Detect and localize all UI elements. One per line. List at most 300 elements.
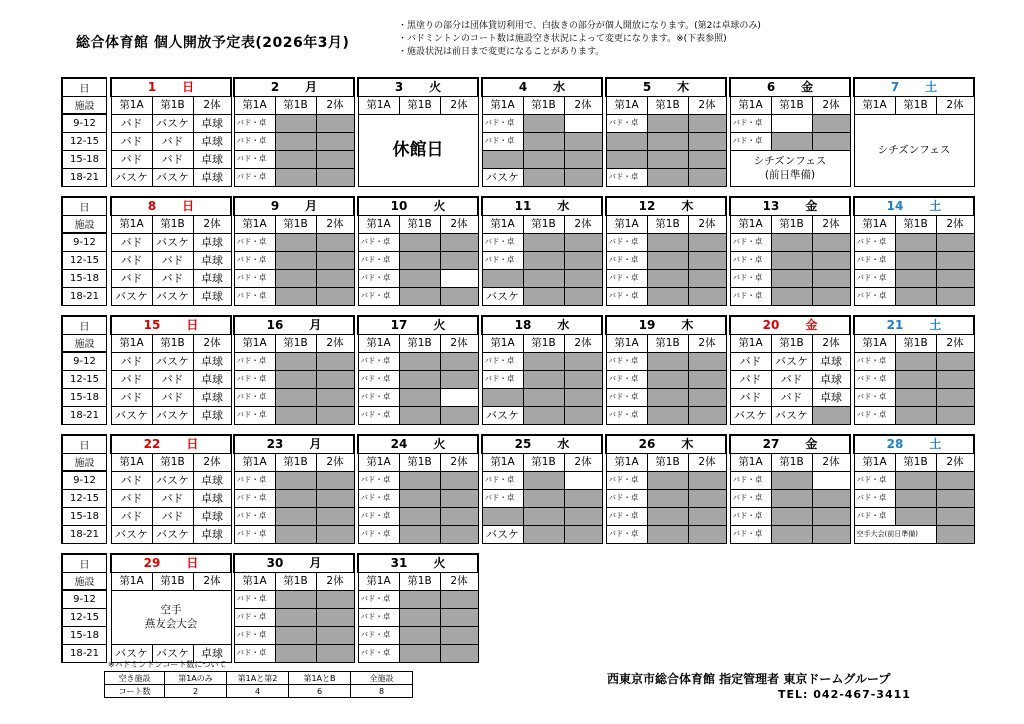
booked-slot bbox=[275, 269, 316, 287]
slot-cell: バド・卓 bbox=[606, 406, 647, 424]
time-slot-label: 18-21 bbox=[62, 287, 107, 305]
slot-cell: バド bbox=[111, 352, 152, 370]
booked-slot bbox=[936, 489, 974, 507]
day-header bbox=[358, 554, 478, 572]
booked-slot bbox=[895, 388, 936, 406]
booked-slot bbox=[316, 525, 354, 543]
booked-slot bbox=[523, 507, 564, 525]
booked-slot bbox=[647, 251, 688, 269]
day-header bbox=[606, 316, 726, 334]
booked-slot bbox=[275, 168, 316, 186]
facility-header: 第1B bbox=[895, 453, 936, 471]
slot-cell: バド・卓 bbox=[606, 352, 647, 370]
slot-cell: バスケ bbox=[152, 644, 193, 662]
booked-slot bbox=[771, 507, 812, 525]
slot-cell: 卓球 bbox=[193, 269, 231, 287]
merged-event: シチズンフェス bbox=[854, 114, 974, 186]
facility-header: 第1B bbox=[895, 215, 936, 233]
slot-cell: バド・卓 bbox=[358, 406, 399, 424]
day-number: 10 bbox=[390, 199, 408, 214]
day-number: 17 bbox=[390, 318, 408, 333]
booked-slot bbox=[399, 233, 440, 251]
facility-header: 第1A bbox=[358, 215, 399, 233]
time-slot-label: 18-21 bbox=[62, 168, 107, 186]
facility-header: 2体 bbox=[193, 334, 231, 352]
weekday: 水 bbox=[557, 437, 570, 452]
slot-cell: バド・卓 bbox=[730, 507, 771, 525]
weekday: 土 bbox=[925, 80, 938, 95]
weekday: 木 bbox=[681, 199, 694, 214]
day-number: 3 bbox=[394, 80, 404, 95]
slot-cell: バド bbox=[730, 388, 771, 406]
day-number: 12 bbox=[638, 199, 656, 214]
day-header bbox=[854, 316, 974, 334]
slot-cell: バスケ bbox=[482, 287, 523, 305]
day-number: 7 bbox=[890, 80, 900, 95]
slot-cell: 卓球 bbox=[193, 287, 231, 305]
slot-cell: バド bbox=[152, 370, 193, 388]
booked-slot bbox=[564, 489, 602, 507]
day-number: 19 bbox=[638, 318, 656, 333]
time-slot-label: 15-18 bbox=[62, 150, 107, 168]
day-number: 28 bbox=[886, 437, 904, 452]
slot-cell: 卓球 bbox=[193, 168, 231, 186]
booked-slot bbox=[440, 507, 478, 525]
slot-cell: バド・卓 bbox=[234, 251, 275, 269]
day-number: 13 bbox=[762, 199, 780, 214]
booked-slot bbox=[647, 352, 688, 370]
facility-header: 第1A bbox=[482, 453, 523, 471]
facility-header: 第1A bbox=[854, 453, 895, 471]
slot-cell: バド bbox=[152, 251, 193, 269]
booked-slot bbox=[440, 525, 478, 543]
booked-slot bbox=[316, 251, 354, 269]
day-table-3 bbox=[357, 77, 479, 187]
facility-header: 第1B bbox=[399, 96, 440, 114]
facility-header: 第1A bbox=[358, 334, 399, 352]
booked-slot bbox=[316, 150, 354, 168]
booked-slot bbox=[275, 590, 316, 608]
slot-cell: バド・卓 bbox=[606, 388, 647, 406]
booked-slot bbox=[812, 233, 850, 251]
booked-slot bbox=[564, 251, 602, 269]
slot-cell: バド・卓 bbox=[606, 525, 647, 543]
day-number: 4 bbox=[518, 80, 528, 95]
slot-cell: バスケ bbox=[152, 287, 193, 305]
slot-cell: バスケ bbox=[152, 114, 193, 132]
booked-slot bbox=[564, 168, 602, 186]
facility-header: 第1A bbox=[730, 453, 771, 471]
facility-header: 第1A bbox=[234, 215, 275, 233]
booked-slot bbox=[688, 388, 726, 406]
slot-cell: バスケ bbox=[771, 352, 812, 370]
booked-slot bbox=[523, 233, 564, 251]
slot-cell: バド・卓 bbox=[358, 352, 399, 370]
booked-slot bbox=[275, 608, 316, 626]
facility-header: 第1A bbox=[606, 334, 647, 352]
facility-label: 施設 bbox=[62, 572, 107, 590]
booked-slot bbox=[895, 269, 936, 287]
day-number: 23 bbox=[266, 437, 284, 452]
time-slot-label: 9-12 bbox=[62, 471, 107, 489]
facility-header: 第1B bbox=[152, 96, 193, 114]
booked-slot bbox=[523, 287, 564, 305]
slot-cell: バド bbox=[152, 150, 193, 168]
facility-header: 第1A bbox=[606, 215, 647, 233]
day-table-21 bbox=[853, 315, 975, 425]
booked-slot bbox=[647, 370, 688, 388]
legend-value: 4 bbox=[227, 685, 289, 698]
booked-slot bbox=[564, 406, 602, 424]
slot-cell: バド・卓 bbox=[358, 287, 399, 305]
open-slot bbox=[440, 388, 478, 406]
day-number: 26 bbox=[638, 437, 656, 452]
facility-label: 施設 bbox=[62, 215, 107, 233]
weekday: 日 bbox=[186, 437, 199, 452]
booked-slot bbox=[936, 507, 974, 525]
time-slot-label: 15-18 bbox=[62, 388, 107, 406]
open-slot bbox=[564, 471, 602, 489]
day-table-6 bbox=[729, 77, 851, 187]
facility-header: 第1B bbox=[399, 572, 440, 590]
slot-cell: バド・卓 bbox=[482, 489, 523, 507]
facility-header: 第1B bbox=[895, 334, 936, 352]
booked-slot bbox=[316, 489, 354, 507]
booked-slot bbox=[647, 471, 688, 489]
weekday: 日 bbox=[182, 199, 195, 214]
facility-header: 第1A bbox=[234, 96, 275, 114]
booked-slot bbox=[275, 352, 316, 370]
day-number: 20 bbox=[762, 318, 780, 333]
slot-cell: バド bbox=[771, 370, 812, 388]
day-table-7 bbox=[853, 77, 975, 187]
time-slot-label: 15-18 bbox=[62, 507, 107, 525]
weekday: 金 bbox=[805, 437, 818, 452]
facility-header: 2体 bbox=[440, 572, 478, 590]
facility-header: 第1B bbox=[771, 453, 812, 471]
day-label: 日 bbox=[62, 316, 107, 334]
time-label-table bbox=[61, 434, 107, 544]
facility-header: 第1B bbox=[771, 96, 812, 114]
facility-header: 2体 bbox=[688, 215, 726, 233]
booked-slot bbox=[564, 352, 602, 370]
slot-cell: バスケ bbox=[111, 525, 152, 543]
weekday: 日 bbox=[186, 556, 199, 571]
booked-slot bbox=[399, 471, 440, 489]
slot-cell: バド・卓 bbox=[854, 233, 895, 251]
day-header bbox=[234, 197, 354, 215]
slot-cell: バド・卓 bbox=[358, 644, 399, 662]
slot-cell: バスケ bbox=[152, 168, 193, 186]
booked-slot bbox=[316, 590, 354, 608]
facility-header: 第1B bbox=[647, 215, 688, 233]
day-table-31 bbox=[357, 553, 479, 663]
facility-header: 第1B bbox=[399, 453, 440, 471]
court-count-legend bbox=[104, 671, 413, 698]
booked-slot bbox=[688, 406, 726, 424]
slot-cell: 卓球 bbox=[193, 352, 231, 370]
day-number: 31 bbox=[390, 556, 408, 571]
booked-slot bbox=[936, 370, 974, 388]
weekday: 土 bbox=[929, 318, 942, 333]
slot-cell: バド bbox=[111, 132, 152, 150]
booked-slot bbox=[523, 406, 564, 424]
day-number: 1 bbox=[147, 80, 157, 95]
slot-cell: 卓球 bbox=[193, 251, 231, 269]
booked-slot bbox=[771, 525, 812, 543]
slot-cell: バド・卓 bbox=[234, 626, 275, 644]
booked-slot bbox=[564, 269, 602, 287]
slot-cell: 卓球 bbox=[193, 471, 231, 489]
slot-cell: バド・卓 bbox=[606, 471, 647, 489]
booked-slot bbox=[275, 388, 316, 406]
facility-header: 2体 bbox=[316, 96, 354, 114]
weekday: 水 bbox=[557, 318, 570, 333]
weekday: 月 bbox=[309, 318, 322, 333]
day-header bbox=[482, 435, 602, 453]
facility-header: 第1A bbox=[234, 334, 275, 352]
day-table-24 bbox=[357, 434, 479, 544]
legend-header: 第1Aのみ bbox=[165, 672, 227, 685]
booked-slot bbox=[812, 489, 850, 507]
booked-slot bbox=[647, 406, 688, 424]
day-header bbox=[730, 197, 850, 215]
slot-cell: バド・卓 bbox=[730, 471, 771, 489]
slot-cell: バド・卓 bbox=[606, 370, 647, 388]
facility-label: 施設 bbox=[62, 334, 107, 352]
day-header bbox=[358, 197, 478, 215]
booked-slot bbox=[482, 150, 523, 168]
day-header bbox=[234, 435, 354, 453]
facility-header: 2体 bbox=[440, 453, 478, 471]
slot-cell: バスケ bbox=[152, 471, 193, 489]
booked-slot bbox=[523, 168, 564, 186]
day-header bbox=[111, 554, 231, 572]
slot-cell: バド・卓 bbox=[854, 406, 895, 424]
time-label-table bbox=[61, 315, 107, 425]
facility-header: 2体 bbox=[812, 453, 850, 471]
booked-slot bbox=[399, 269, 440, 287]
slot-cell: バド・卓 bbox=[606, 287, 647, 305]
merged-event: シチズンフェス (前日準備) bbox=[730, 150, 850, 186]
open-slot bbox=[440, 269, 478, 287]
booked-slot bbox=[523, 471, 564, 489]
slot-cell: 卓球 bbox=[812, 370, 850, 388]
booked-slot bbox=[812, 132, 850, 150]
day-header bbox=[730, 316, 850, 334]
booked-slot bbox=[275, 525, 316, 543]
booked-slot bbox=[564, 132, 602, 150]
time-slot-label: 18-21 bbox=[62, 525, 107, 543]
booked-slot bbox=[688, 352, 726, 370]
day-header bbox=[358, 435, 478, 453]
merged-event: 休館日 bbox=[358, 114, 478, 186]
slot-cell: バド・卓 bbox=[234, 150, 275, 168]
day-table-14 bbox=[853, 196, 975, 306]
facility-header: 2体 bbox=[812, 334, 850, 352]
booked-slot bbox=[647, 233, 688, 251]
facility-header: 第1B bbox=[523, 453, 564, 471]
booked-slot bbox=[647, 269, 688, 287]
time-slot-label: 9-12 bbox=[62, 114, 107, 132]
day-header bbox=[111, 435, 231, 453]
booked-slot bbox=[440, 251, 478, 269]
day-header bbox=[482, 197, 602, 215]
booked-slot bbox=[523, 269, 564, 287]
slot-cell: バド bbox=[111, 370, 152, 388]
slot-cell: バド・卓 bbox=[358, 388, 399, 406]
day-number: 14 bbox=[886, 199, 904, 214]
day-header bbox=[111, 197, 231, 215]
booked-slot bbox=[936, 251, 974, 269]
slot-cell: バスケ bbox=[111, 406, 152, 424]
booked-slot bbox=[895, 233, 936, 251]
time-slot-label: 18-21 bbox=[62, 406, 107, 424]
booked-slot bbox=[688, 489, 726, 507]
slot-cell: バド・卓 bbox=[358, 626, 399, 644]
booked-slot bbox=[688, 507, 726, 525]
facility-header: 第1A bbox=[606, 96, 647, 114]
slot-cell: バド・卓 bbox=[358, 471, 399, 489]
booked-slot bbox=[523, 352, 564, 370]
day-header bbox=[854, 78, 974, 96]
booked-slot bbox=[688, 251, 726, 269]
booked-slot bbox=[482, 388, 523, 406]
booked-slot bbox=[647, 507, 688, 525]
day-table-5 bbox=[605, 77, 727, 187]
slot-cell: 空手大会(前日準備) bbox=[854, 525, 936, 543]
booked-slot bbox=[647, 388, 688, 406]
day-header bbox=[606, 197, 726, 215]
booked-slot bbox=[812, 525, 850, 543]
slot-cell: バド bbox=[111, 233, 152, 251]
slot-cell: バド bbox=[152, 507, 193, 525]
slot-cell: バド bbox=[111, 150, 152, 168]
slot-cell: バド bbox=[111, 471, 152, 489]
slot-cell: バド・卓 bbox=[482, 251, 523, 269]
facility-header: 2体 bbox=[193, 572, 231, 590]
facility-header: 第1B bbox=[275, 334, 316, 352]
booked-slot bbox=[688, 233, 726, 251]
weekday: 金 bbox=[805, 318, 818, 333]
booked-slot bbox=[647, 287, 688, 305]
day-number: 25 bbox=[514, 437, 532, 452]
facility-header: 第1B bbox=[152, 215, 193, 233]
day-header bbox=[234, 316, 354, 334]
day-header bbox=[111, 78, 231, 96]
booked-slot bbox=[688, 150, 726, 168]
note-line: ・施設状況は前日まで変更になることがあります。 bbox=[398, 47, 605, 57]
facility-header: 第1A bbox=[854, 215, 895, 233]
facility-header: 2体 bbox=[564, 96, 602, 114]
slot-cell: バド・卓 bbox=[234, 233, 275, 251]
facility-header: 第1A bbox=[111, 572, 152, 590]
slot-cell: バスケ bbox=[111, 168, 152, 186]
slot-cell: 卓球 bbox=[193, 507, 231, 525]
booked-slot bbox=[936, 525, 974, 543]
booked-slot bbox=[316, 168, 354, 186]
booked-slot bbox=[399, 608, 440, 626]
slot-cell: バド・卓 bbox=[854, 388, 895, 406]
facility-header: 第1B bbox=[399, 334, 440, 352]
day-table-11 bbox=[481, 196, 603, 306]
slot-cell: バド・卓 bbox=[854, 269, 895, 287]
facility-header: 第1A bbox=[482, 215, 523, 233]
facility-header: 第1A bbox=[606, 453, 647, 471]
booked-slot bbox=[771, 287, 812, 305]
booked-slot bbox=[771, 251, 812, 269]
booked-slot bbox=[316, 507, 354, 525]
weekday: 土 bbox=[929, 199, 942, 214]
slot-cell: バド・卓 bbox=[854, 370, 895, 388]
legend-title: ※バドミントンコート数について bbox=[108, 660, 227, 669]
facility-header: 第1B bbox=[152, 572, 193, 590]
booked-slot bbox=[316, 406, 354, 424]
facility-header: 第1A bbox=[111, 96, 152, 114]
day-number: 27 bbox=[762, 437, 780, 452]
booked-slot bbox=[895, 406, 936, 424]
note-line: ・黒塗りの部分は団体貸切利用で、白抜きの部分が個人開放になります。(第2は卓球のみ) bbox=[398, 21, 761, 31]
booked-slot bbox=[316, 233, 354, 251]
day-number: 9 bbox=[270, 199, 280, 214]
day-number: 18 bbox=[514, 318, 532, 333]
slot-cell: バド・卓 bbox=[482, 114, 523, 132]
booked-slot bbox=[771, 233, 812, 251]
legend-value: 6 bbox=[289, 685, 351, 698]
slot-cell: バド bbox=[152, 269, 193, 287]
day-table-27 bbox=[729, 434, 851, 544]
facility-header: 2体 bbox=[688, 334, 726, 352]
facility-header: 第1A bbox=[358, 453, 399, 471]
slot-cell: 卓球 bbox=[193, 406, 231, 424]
day-table-25 bbox=[481, 434, 603, 544]
booked-slot bbox=[316, 608, 354, 626]
booked-slot bbox=[564, 233, 602, 251]
booked-slot bbox=[275, 233, 316, 251]
slot-cell: バド・卓 bbox=[234, 132, 275, 150]
slot-cell: 卓球 bbox=[193, 489, 231, 507]
time-slot-label: 15-18 bbox=[62, 626, 107, 644]
slot-cell: バド・卓 bbox=[730, 489, 771, 507]
slot-cell: バド bbox=[111, 489, 152, 507]
day-number: 29 bbox=[143, 556, 161, 571]
day-table-18 bbox=[481, 315, 603, 425]
footer-org: 西東京市総合体育館 指定管理者 東京ドームグループ bbox=[607, 672, 891, 686]
slot-cell: バド・卓 bbox=[606, 269, 647, 287]
booked-slot bbox=[523, 370, 564, 388]
booked-slot bbox=[647, 525, 688, 543]
booked-slot bbox=[688, 132, 726, 150]
booked-slot bbox=[812, 406, 850, 424]
slot-cell: バド・卓 bbox=[482, 370, 523, 388]
day-header bbox=[606, 435, 726, 453]
time-label-table bbox=[61, 77, 107, 187]
page-title: 総合体育館 個人開放予定表(2026年3月) bbox=[76, 35, 350, 51]
facility-label: 施設 bbox=[62, 453, 107, 471]
day-number: 21 bbox=[886, 318, 904, 333]
facility-header: 第1A bbox=[234, 572, 275, 590]
slot-cell: バド・卓 bbox=[358, 251, 399, 269]
facility-header: 第1A bbox=[358, 572, 399, 590]
slot-cell: バド・卓 bbox=[854, 352, 895, 370]
day-table-8 bbox=[110, 196, 232, 306]
day-table-12 bbox=[605, 196, 727, 306]
facility-header: 第1B bbox=[647, 453, 688, 471]
weekday: 木 bbox=[681, 318, 694, 333]
slot-cell: バド・卓 bbox=[358, 233, 399, 251]
booked-slot bbox=[440, 370, 478, 388]
booked-slot bbox=[523, 525, 564, 543]
